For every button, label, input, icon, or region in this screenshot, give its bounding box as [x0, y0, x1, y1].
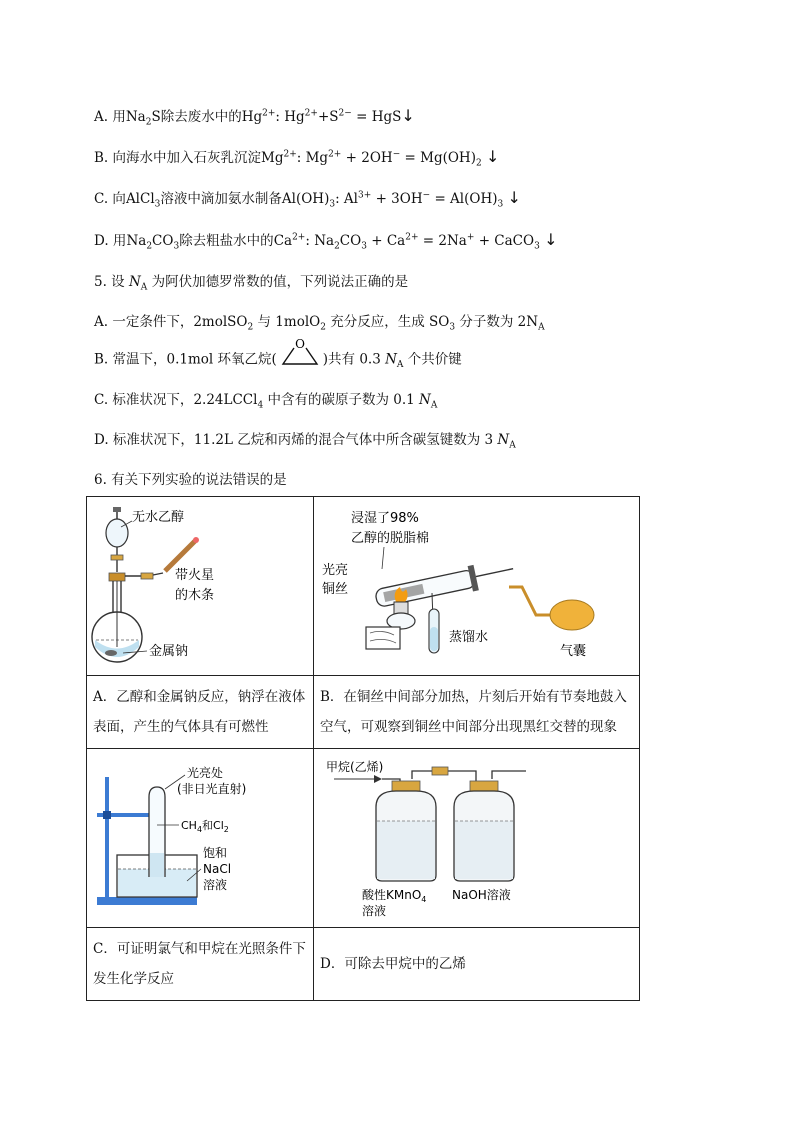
q6-stem: 6. 有关下列实验的说法错误的是 — [94, 472, 287, 488]
figure-c-cell — [87, 749, 314, 928]
q5-option-b: B. 常温下，0.1mol 环氧乙烷( O )共有 0.3 $N_A$ 个共价键 — [94, 346, 462, 374]
precipitate-arrow-icon: ↓ — [486, 147, 500, 166]
label-distilled-water: 蒸馏水 — [449, 630, 489, 645]
label-acidic-kmno4: 酸性KMnO$_4$ — [362, 888, 427, 904]
label-cotton-98-ethanol: 浸湿了98% — [351, 511, 419, 526]
label-kmno4-solution: 溶液 — [362, 904, 387, 918]
q4-option-c: C. 向AlCl$_3$溶液中滴加氨水制备$Al(OH)_3$: $Al^{3+} + 3OH^- = Al(OH)_3$ ↓ — [94, 188, 521, 210]
q5-option-d: D. 标准状况下，11.2L 乙烷和丙烯的混合气体中所含碳氢键数为 3 $N_A$ — [94, 432, 516, 451]
q6-option-c-text: C．可证明氯气和甲烷在光照条件下发生化学反应 — [93, 941, 306, 987]
figure-a-cell — [87, 497, 314, 676]
q4-option-d: D. 用$Na_2CO_3$除去粗盐水中的$Ca^{2+}$: $Na_2CO_3 + Ca^{2+} = 2Na^+$ + CaCO$_3$ ↓ — [94, 230, 558, 252]
epoxide-oxygen-label: O — [294, 338, 305, 351]
q4-option-a: A. 用$Na_2S$除去废水中的$Hg^{2+}$: $Hg^{2+}+S^{2-}$ = HgS↓ — [94, 106, 415, 128]
option-d-cell — [314, 928, 640, 1001]
q5-stem: 5. 设 $N_A$ 为阿伏加德罗常数的值，下列说法正确的是 — [94, 274, 409, 293]
q6-experiment-table — [86, 496, 640, 1001]
option-c-cell — [87, 928, 314, 1001]
epoxide-ring-icon — [279, 338, 321, 374]
q6-option-b-text: B．在铜丝中间部分加热，片刻后开始有节奏地鼓入空气，可观察到铜丝中间部分出现黑红交替的现象 — [320, 689, 627, 735]
methane-chlorine-apparatus — [87, 749, 313, 927]
label-air-bag: 气囊 — [560, 644, 587, 659]
q4-option-b: B. 向海水中加入石灰乳沉淀$Mg^{2+}$: $Mg^{2+} + 2OH^- = Mg(OH)_2$ ↓ — [94, 147, 500, 169]
precipitate-arrow-icon: ↓ — [507, 188, 521, 207]
label-anhydrous-ethanol: 无水乙醇 — [132, 510, 185, 525]
label-sodium-metal: 金属钠 — [149, 644, 189, 659]
label-nacl: NaCl — [203, 862, 232, 876]
option-a-cell — [87, 676, 314, 749]
gas-washing-bottles — [314, 749, 639, 927]
label-degreased-cotton: 乙醇的脱脂棉 — [351, 531, 430, 546]
label-copper-wire: 铜丝 — [322, 582, 349, 597]
figure-b-cell — [314, 497, 640, 676]
q5-option-c: C. 标准状况下，2.24LCCl$_4$ 中含有的碳原子数为 0.1 $N_A$ — [94, 392, 438, 411]
q5-option-a: A. 一定条件下，2molSO$_2$ 与 1molO$_2$ 充分反应，生成 $SO_3$ 分子数为 $2N_A$ — [94, 314, 545, 333]
copper-wire-oxidation-apparatus — [314, 497, 639, 675]
label-splint-wood: 的木条 — [175, 588, 215, 603]
label-glowing-splint: 带火星 — [175, 568, 215, 583]
label-shiny: 光亮 — [322, 563, 349, 578]
label-saturated: 饱和 — [203, 846, 228, 860]
option-b-cell — [314, 676, 640, 749]
q6-option-a-text: A．乙醇和金属钠反应，钠浮在液体表面，产生的气体具有可燃性 — [93, 689, 306, 735]
ethanol-sodium-apparatus — [87, 497, 313, 675]
q6-option-d-text: D．可除去甲烷中的乙烯 — [320, 956, 466, 972]
label-naoh-solution: NaOH溶液 — [452, 888, 511, 902]
label-bright-place: 光亮处 — [187, 766, 224, 780]
label-methane-ethylene: 甲烷(乙烯) — [326, 760, 384, 774]
label-not-direct-sunlight: (非日光直射) — [177, 782, 247, 796]
precipitate-arrow-icon: ↓ — [544, 230, 558, 249]
label-ch4-cl2: $CH_4$和$Cl_2$ — [181, 819, 229, 834]
figure-d-cell — [314, 749, 640, 928]
label-solution: 溶液 — [203, 878, 228, 892]
precipitate-arrow-icon: ↓ — [401, 106, 415, 125]
